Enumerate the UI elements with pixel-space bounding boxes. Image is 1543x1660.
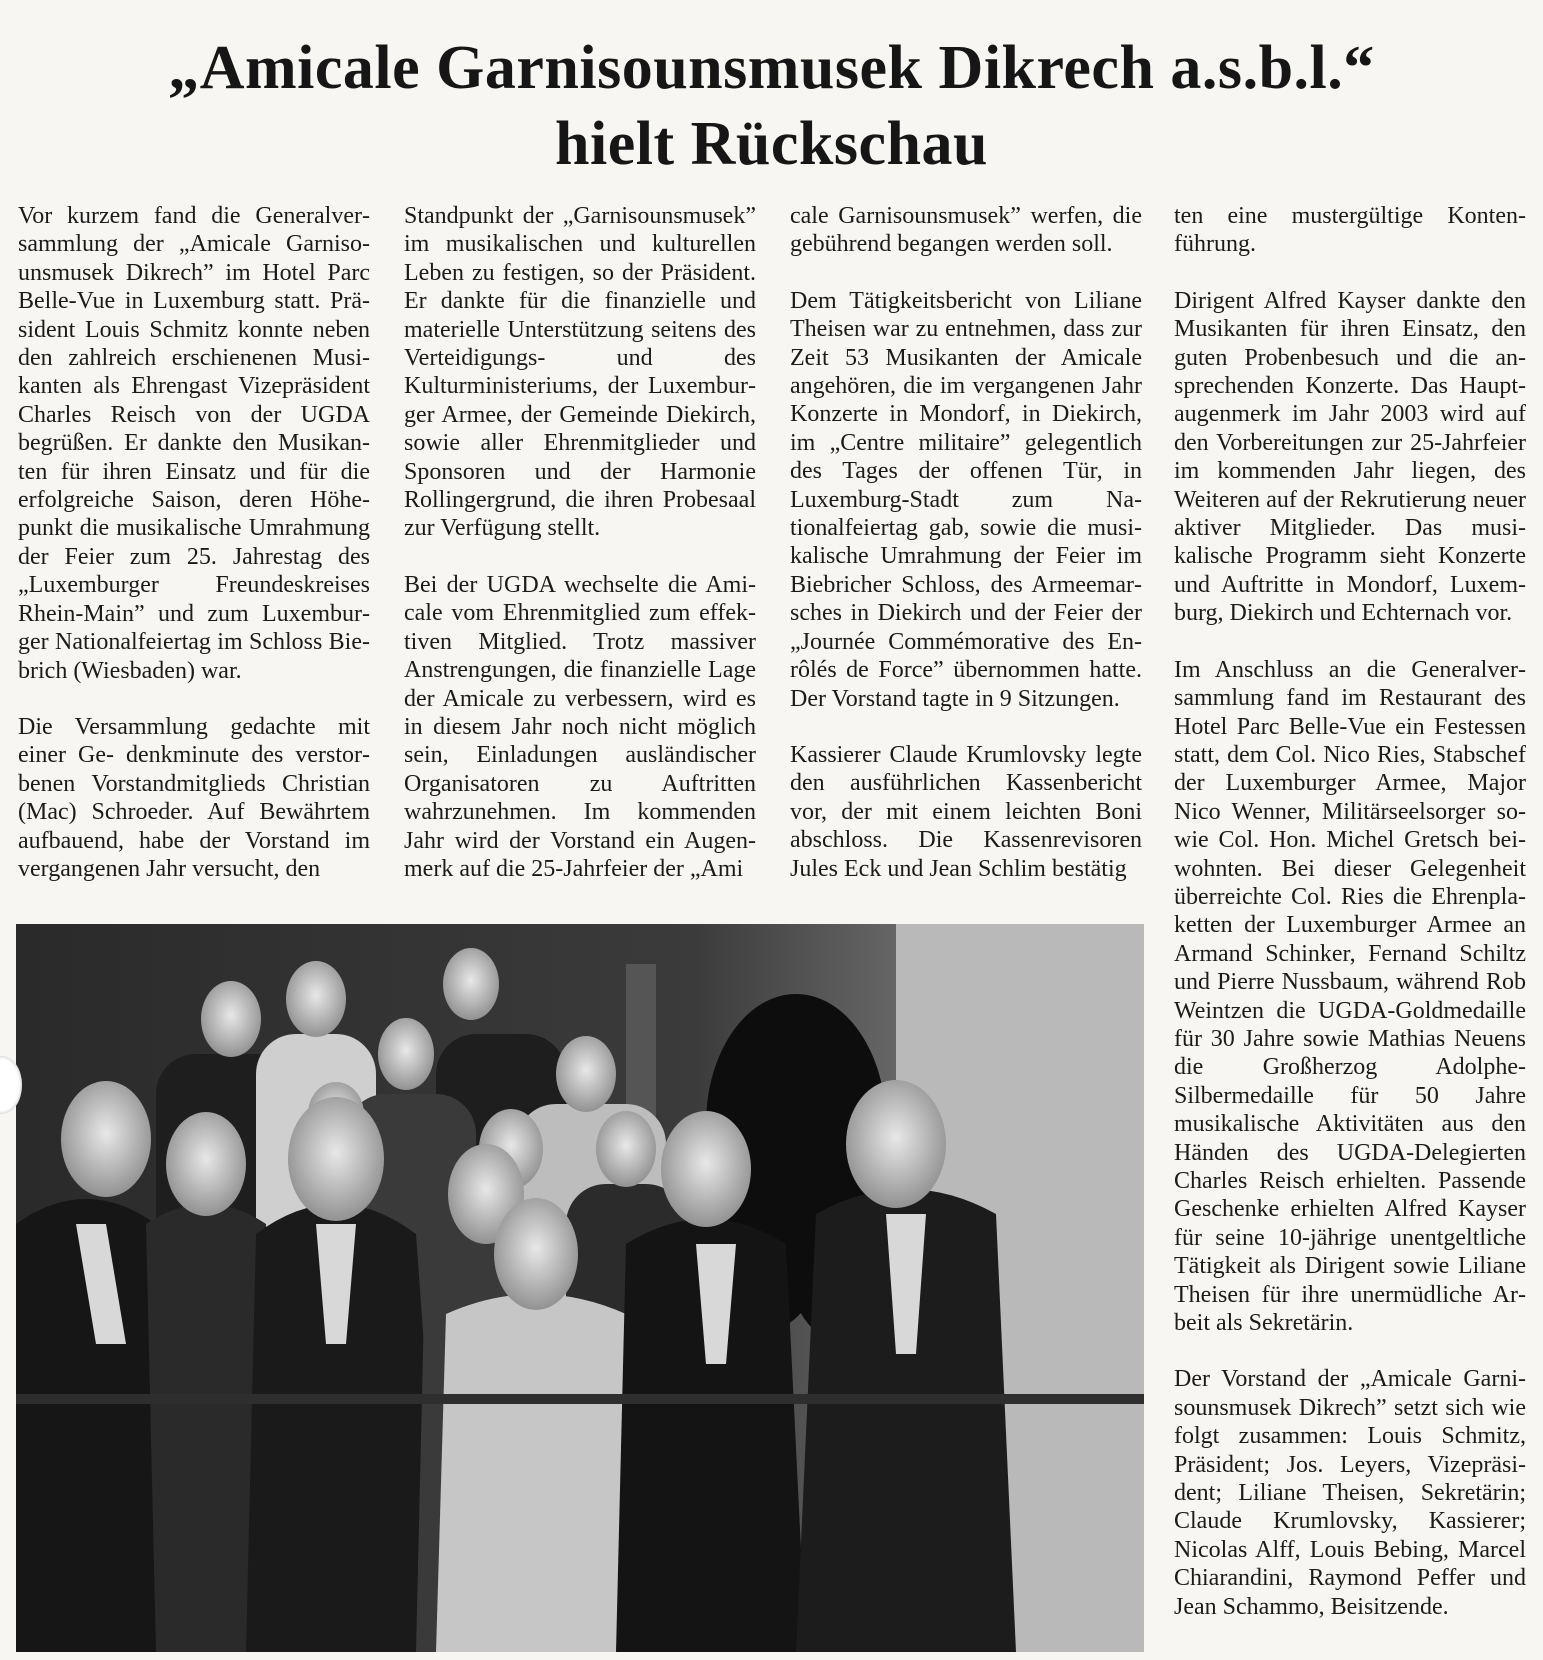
headline [0, 30, 1543, 182]
article-column-1 [18, 202, 370, 883]
article-column-2 [404, 202, 756, 883]
paragraph: Dem Tätigkeitsbericht von Liliane Theisen war zu entnehmen, dass zur Zeit 53 Musikanten der Amicale angehören, die im vergangenen Jahr Konzerte in Mondorf, in Diekirch, im „Centre militaire” gelegentlich des Tages der offenen Tür, in Luxemburg-Stadt zum Nationalfeiertag gab, sowie die musikalische Umrahmung der Feier im Biebricher Schloss, des Armeemarsches in Diekirch und der Feier der „Journée Commémorative des Enrôlés de Force” übernommen hatte. Der Vorstand tagte in 9 Sitzungen. [790, 287, 1142, 712]
paragraph: Im Anschluss an die Generalversammlung fand im Restaurant des Hotel Parc Belle-Vue ein Festessen statt, dem Col. Nico Ries, Stabschef der Luxemburger Armee, Major Nico Wenner, Militärseelsorger sowie Col. Hon. Michel Gretsch beiwohnten. Bei dieser Gelegenheit überreichte Col. Ries die Ehrenplaketten der Luxemburger Armee an Armand Schinker, Fernand Schiltz und Pierre Nussbaum, während Rob Weintzen die UGDA-Goldmedaille für 30 Jahre sowie Mathias Neuens die Großherzog Adolphe-Silbermedaille für 50 Jahre musikalische Aktivitäten aus den Händen des UGDA-Delegierten Charles Reisch erhielten. Passende Geschenke erhielten Alfred Kayser für seine 10-jährige unentgeltliche Tätigkeit als Dirigent sowie Liliane Theisen für ihre unermüdliche Arbeit als Sekretärin. [1174, 656, 1526, 1337]
paragraph: Der Vorstand der „Amicale Garnisounsmusek Dikrech” setzt sich wie folgt zusammen: Louis Schmitz, Präsident; Jos. Leyers, Vizepräsident; Liliane Theisen, Sekretärin; Claude Krumlovsky, Kassierer; Nicolas Alff, Louis Bebing, Marcel Chiarandini, Raymond Peffer und Jean Schammo, Beisitzende. [1174, 1366, 1526, 1620]
paragraph: ten eine mustergültige Kontenführung. [1174, 203, 1526, 258]
paragraph: Standpunkt der „Garnisounsmusek” im musikalischen und kulturellen Leben zu festigen, so der Präsident. Er dankte für die finanzielle und materielle Unterstützung seitens des Verteidigungs- und des Kulturministeriums, der Luxemburger Armee, der Gemeinde Diekirch, sowie aller Ehrenmitglieder und Sponsoren und der Harmonie Rollingergrund, die ihren Probesaal zur Verfügung stellt. [404, 203, 756, 542]
paragraph: Die Versammlung gedachte mit einer Ge- denkminute des verstorbenen Vorstandmitglieds Christian (Mac) Schroeder. Auf Bewährtem aufbauend, habe der Vorstand im vergangenen Jahr versucht, den [18, 713, 370, 882]
paragraph: Vor kurzem fand die Generalversammlung der „Amicale Garnisounsmusek Dikrech” im Hotel Parc Belle-Vue in Luxemburg statt. Präsident Louis Schmitz konnte neben den zahlreich erschienenen Musikanten als Ehrengast Vizepräsident Charles Reisch von der UGDA begrüßen. Er dankte den Musikanten für ihren Einsatz und für die erfolgreiche Saison, deren Höhepunkt die musikalische Umrahmung der Feier zum 25. Jahrestag des „Luxemburger Freundeskreises Rhein-Main” und zum Luxemburger Nationalfeiertag im Schloss Biebrich (Wiesbaden) war. [18, 203, 370, 684]
headline-line-1: „Amicale Garnisounsmusek Dikrech a.s.b.l.“ [168, 34, 1375, 102]
article-column-4 [1174, 202, 1526, 1621]
article-column-3 [790, 202, 1142, 883]
paragraph: Bei der UGDA wechselte die Amicale vom Ehrenmitglied zum effektiven Mitglied. Trotz massiver Anstrengungen, die finanzielle Lage der Amicale zu verbessern, wird es in diesem Jahr noch nicht möglich sein, Einladungen ausländischer Organisatoren zu Auftritten wahrzunehmen. Im kommenden Jahr wird der Vorstand ein Augenmerk auf die 25-Jahrfeier der „Ami [404, 571, 756, 882]
paragraph: Dirigent Alfred Kayser dankte den Musikanten für ihren Einsatz, den guten Probenbesuch und die ansprechenden Konzerte. Das Hauptaugenmerk im Jahr 2003 wird auf den Vorbereitungen zur 25-Jahrfeier im kommenden Jahr liegen, des Weiteren auf der Rekrutierung neuer aktiver Mitglieder. Das musikalische Programm sieht Konzerte und Auftritte in Mondorf, Luxemburg, Diekirch und Echternach vor. [1174, 287, 1526, 627]
group-photo [16, 924, 1144, 1652]
paragraph: cale Garnisounsmusek” werfen, die gebührend begangen werden soll. [790, 203, 1142, 258]
paragraph: Kassierer Claude Krumlovsky legte den ausführlichen Kassenbericht vor, der mit einem leichten Boni abschloss. Die Kassenrevisoren Jules Eck und Jean Schlim bestätig [790, 741, 1142, 882]
group-photo-illustration [16, 924, 1144, 1652]
headline-line-2: hielt Rückschau [555, 110, 988, 178]
